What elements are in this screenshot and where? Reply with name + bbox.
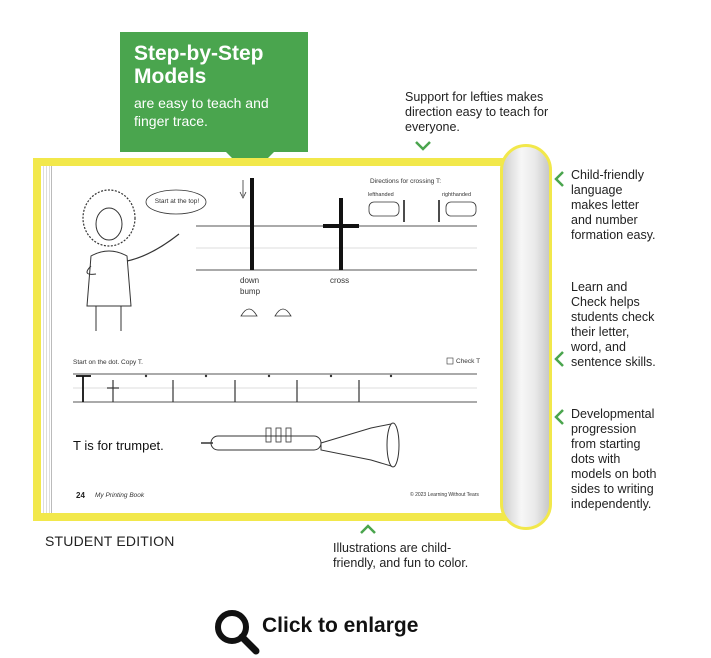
chevron-left-icon <box>553 170 565 188</box>
note-line: word, and <box>571 340 626 354</box>
lefties-note-line: everyone. <box>405 120 460 134</box>
callout-title-line2: Models <box>134 65 207 88</box>
note-line: language <box>571 183 623 197</box>
step-by-step-callout <box>120 32 308 152</box>
crossing-directions: Directions for crossing T: <box>370 178 442 185</box>
note-line: independently. <box>571 497 652 511</box>
illustrations-note-line: friendly, and fun to color. <box>333 556 469 570</box>
note-line: Child-friendly <box>571 168 644 182</box>
callout-title <box>134 42 294 88</box>
lefthanded-label: lefthanded <box>368 192 394 198</box>
callout-sub-line2: finger trace. <box>134 113 208 129</box>
learn-check-note <box>571 280 656 370</box>
down-label: down <box>240 276 260 285</box>
student-edition-label: STUDENT EDITION <box>45 533 175 549</box>
page-illustrations <box>51 166 507 513</box>
callout-subtitle <box>134 94 294 130</box>
practice-instruction: Start on the dot. Copy T. <box>73 359 143 366</box>
search-icon[interactable] <box>213 608 261 656</box>
page-roll <box>500 144 552 530</box>
illustrations-note <box>333 541 468 571</box>
child-friendly-note <box>571 168 656 243</box>
note-line: their letter, <box>571 325 630 339</box>
trumpet-illustration <box>201 423 399 467</box>
chevron-left-icon <box>553 408 565 426</box>
note-line: and number <box>571 213 638 227</box>
note-line: students check <box>571 310 655 324</box>
lefties-note-line: Support for lefties makes <box>405 90 544 104</box>
note-line: Developmental <box>571 407 655 421</box>
lefties-note <box>405 90 548 135</box>
progression-note <box>571 407 656 512</box>
illustrations-note-line: Illustrations are child- <box>333 541 452 555</box>
sentence-text: T is for trumpet. <box>73 438 164 453</box>
bump-label: bump <box>240 287 261 296</box>
book-title: My Printing Book <box>95 492 145 499</box>
note-line: formation easy. <box>571 228 656 242</box>
page-number: 24 <box>76 491 85 500</box>
cross-label: cross <box>330 276 350 285</box>
callout-title-line1: Step-by-Step <box>134 42 264 65</box>
note-line: Learn and <box>571 280 628 294</box>
speech-text: Start at the top! <box>154 198 200 205</box>
note-line: models on both <box>571 467 657 481</box>
chevron-up-icon <box>359 523 377 535</box>
note-line: from starting <box>571 437 641 451</box>
lefties-note-line: direction easy to teach for <box>405 105 549 119</box>
copyright: © 2023 Learning Without Tears <box>410 492 479 498</box>
note-line: makes letter <box>571 198 640 212</box>
note-line: progression <box>571 422 637 436</box>
note-line: Check helps <box>571 295 640 309</box>
chevron-down-icon <box>414 140 432 152</box>
note-line: sides to writing <box>571 482 654 496</box>
callout-sub-line1: are easy to teach and <box>134 95 269 111</box>
chevron-left-icon <box>553 350 565 368</box>
click-to-enlarge-link[interactable]: Click to enlarge <box>262 614 419 637</box>
note-line: dots with <box>571 452 621 466</box>
righthanded-label: righthanded <box>442 192 472 198</box>
check-label: Check T <box>456 358 481 365</box>
note-line: sentence skills. <box>571 355 656 369</box>
